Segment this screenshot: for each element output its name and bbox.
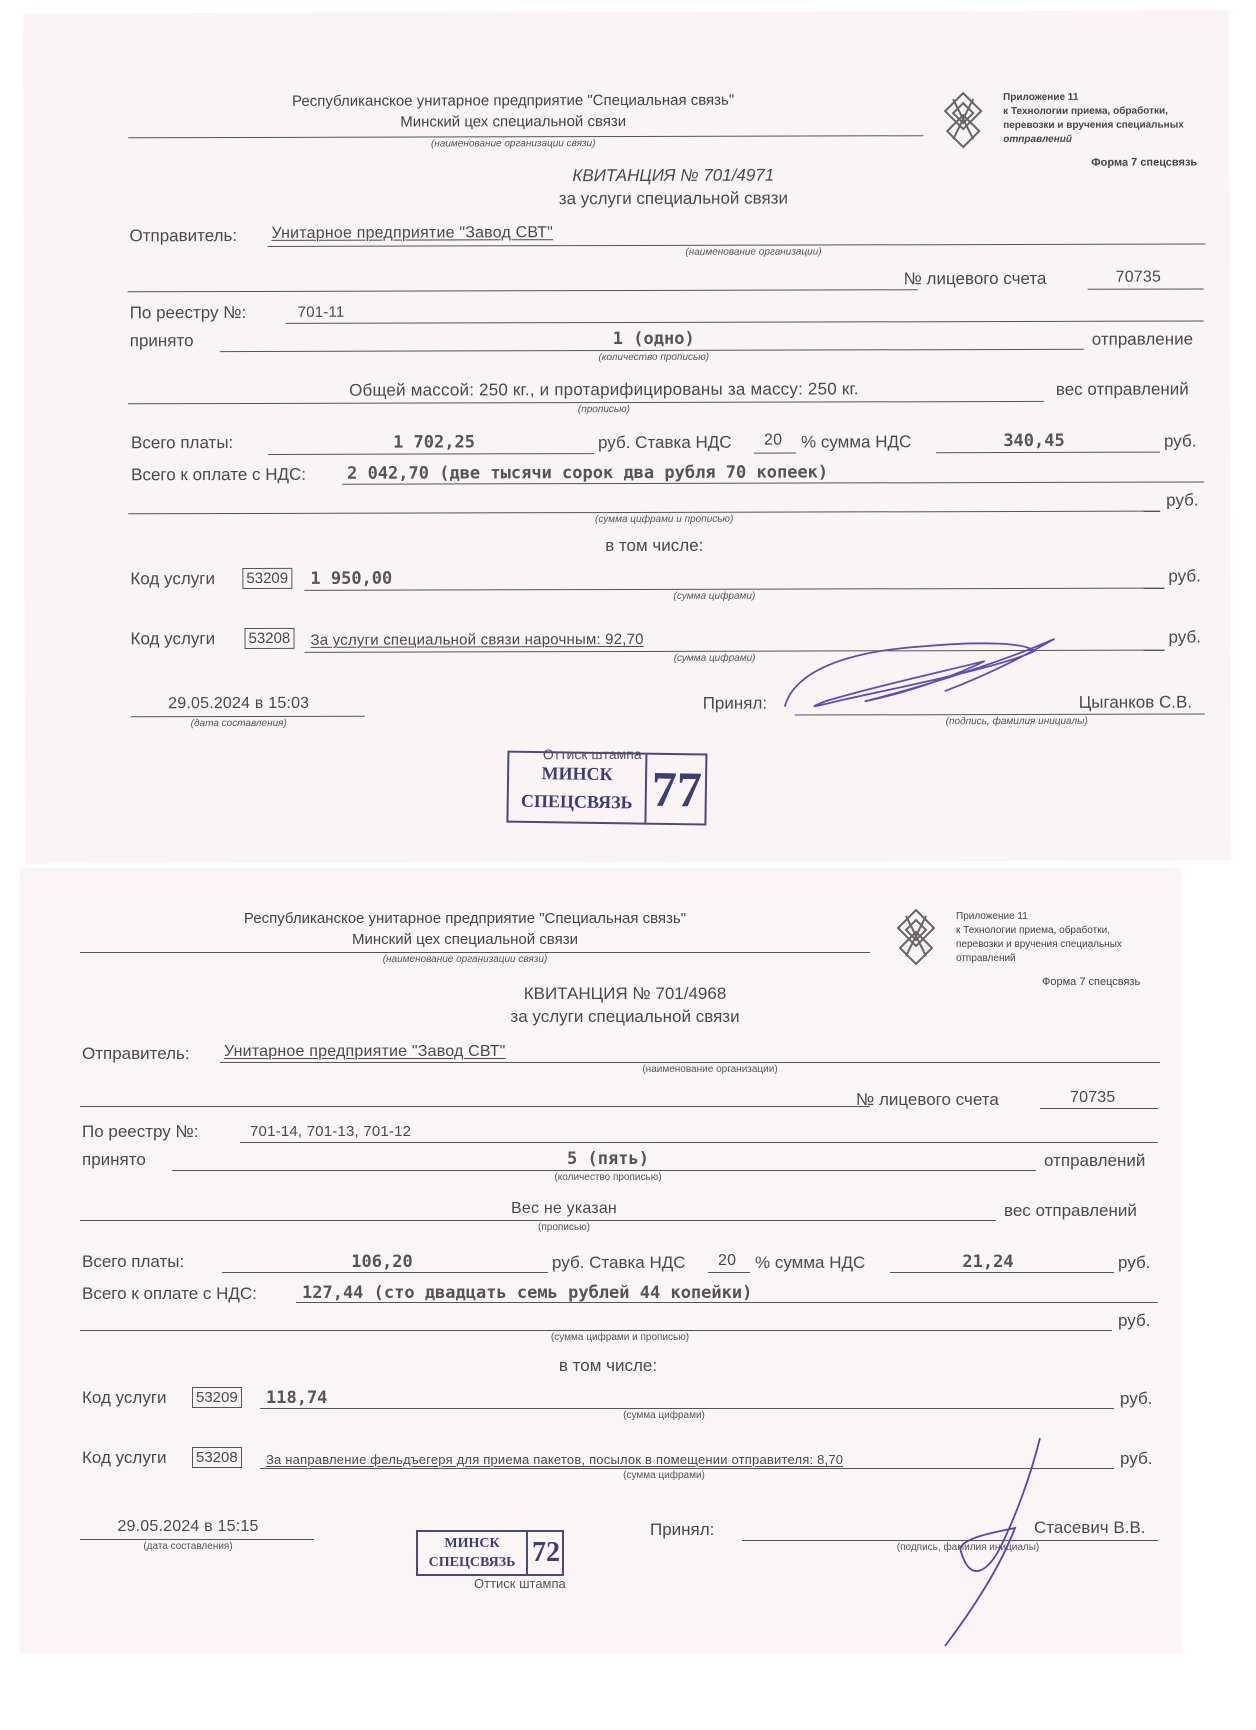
caption: (прописью) [577,403,631,416]
registry-value: 701-14, 701-13, 701-12 [250,1123,412,1140]
service-code-1: 53209 [192,1387,242,1408]
account-label: № лицевого счета [903,268,1047,289]
service-code-label: Код услуги [82,1448,167,1467]
sender-label: Отправитель: [82,1044,190,1063]
total-value: 1 702,25 [393,432,475,453]
rub-label: руб. [1168,627,1201,647]
service-code-label: Код услуги [82,1388,167,1407]
accepted-unit: отправлений [1044,1151,1146,1170]
org-name: Республиканское унитарное предприятие "Специальная связь" [292,91,735,110]
total-vat-label: Всего к оплате с НДС: [82,1284,257,1303]
total-value: 106,20 [351,1252,413,1272]
vat-sum-label: % сумма НДС [755,1253,866,1272]
account-label: № лицевого счета [856,1090,999,1109]
office-stamp: МИНСК СПЕЦСВЯЗЬ 72 [416,1530,564,1576]
caption: (сумма цифрами и прописью) [595,513,734,526]
weight-value: Общей массой: 250 кг., и протарифицированы за массу: 250 кг. [349,379,859,400]
signature [920,1438,1080,1648]
accepted-label: принято [129,331,194,351]
org-subdivision: Минский цех специальной связи [352,931,578,948]
service-code-label: Код услуги [130,569,215,589]
date-value: 29.05.2024 в 15:03 [168,694,310,713]
receipt-2 [20,868,1182,1654]
account-value: 70735 [1115,268,1162,286]
form-number: Форма 7 спецсвязь [1042,976,1141,988]
service-2-sum: За услуги специальной связи нарочным: 92,70 [310,630,644,649]
rub-label: руб. [1118,1253,1151,1272]
weight-label: вес отправлений [1055,379,1189,399]
vat-sum: 340,45 [1003,430,1065,452]
service-code-2: 53208 [192,1447,242,1468]
rub-label: руб. [1163,431,1197,451]
appendix-note: Приложение 11 к Технологии приема, обработки, перевозки и вручения специальных отправлений [956,911,1122,964]
accepted-by-name: Цыганков С.В. [1078,692,1193,712]
accepted-by-label: Принял: [702,693,768,713]
receipt-subtitle: за услуги специальной связи [510,1007,740,1026]
signature [785,631,1085,732]
total-vat-value: 2 042,70 (две тысячи сорок два рубля 70 копеек) [347,462,829,484]
service-code-1: 53209 [242,568,292,589]
stamp-caption: Оттиск штампа [542,745,642,763]
emblem-icon [894,908,938,968]
vat-rate: 20 [763,431,783,449]
rub-label: руб. [1118,1311,1151,1330]
service-1-sum: 118,74 [266,1388,328,1408]
office-stamp: МИНСК СПЕЦСВЯЗЬ 77 [506,751,707,826]
caption: (количество прописью) [598,351,710,364]
form-number: Форма 7 спецсвязь [1091,156,1198,169]
caption: (дата составления) [143,1541,233,1552]
org-name: Республиканское унитарное предприятие "Специальная связь" [243,910,687,927]
receipt-subtitle: за услуги специальной связи [558,188,788,209]
accepted-value: 5 (пять) [567,1149,649,1169]
receipt-title: КВИТАНЦИЯ № 701/4971 [572,165,775,186]
vat-sum: 21,24 [962,1252,1014,1272]
caption: (сумма цифрами) [673,652,756,664]
including-label: в том числе: [605,535,704,556]
caption: (количество прописью) [554,1172,662,1183]
org-subdivision: Минский цех специальной связи [400,113,627,131]
date-value: 29.05.2024 в 15:15 [117,1518,259,1535]
caption: (подпись, фамилия инициалы) [945,715,1088,728]
vat-rate-label: руб. Ставка НДС [597,432,732,453]
sender-value: Унитарное предприятие "Завод СВТ" [271,224,554,242]
registry-value: 701-11 [297,303,345,321]
accepted-by-label: Принял: [650,1520,715,1539]
service-code-2: 53208 [244,628,294,649]
service-code-label: Код услуги [130,629,216,649]
stamp-caption: Оттиск штампа [474,1576,566,1591]
rub-label: руб. [1120,1449,1153,1468]
total-label: Всего платы: [130,433,234,453]
caption: (прописью) [538,1222,590,1233]
vat-rate: 20 [718,1252,737,1269]
caption: (наименование организации связи) [430,138,596,150]
service-1-sum: 1 950,00 [310,568,393,589]
accepted-value: 1 (одно) [612,328,695,350]
rub-label: руб. [1168,566,1201,586]
rub-label: руб. [1166,490,1199,510]
caption: (наименование организации связи) [382,954,548,965]
receipt-title: КВИТАНЦИЯ № 701/4968 [523,984,727,1003]
rub-label: руб. [1120,1389,1153,1408]
caption: (сумма цифрами) [673,590,756,602]
account-value: 70735 [1070,1089,1116,1106]
emblem-icon [941,91,985,151]
registry-label: По реестру №: [82,1122,199,1141]
service-2-sum: За направление фельдъегеря для приема пакетов, посылок в помещении отправителя: 8,70 [266,1452,844,1467]
receipt-1 [23,10,1231,863]
caption: (наименование организации) [642,1064,778,1075]
including-label: в том числе: [558,1356,658,1375]
accepted-label: принято [82,1150,146,1169]
total-label: Всего платы: [82,1252,185,1271]
sender-label: Отправитель: [129,226,238,246]
caption: (сумма цифрами) [623,1410,705,1421]
caption: (дата составления) [190,717,287,730]
registry-label: По реестру №: [129,302,247,323]
caption: (подпись, фамилия инициалы) [896,1542,1040,1553]
vat-rate-label: руб. Ставка НДС [552,1253,686,1272]
total-vat-value: 127,44 (сто двадцать семь рублей 44 копейки) [302,1283,753,1303]
weight-value: Вес не указан [511,1200,617,1217]
total-vat-label: Всего к оплате с НДС: [131,464,307,485]
caption: (сумма цифрами) [623,1470,705,1481]
weight-label: вес отправлений [1004,1201,1137,1220]
vat-sum-label: % сумма НДС [800,432,912,452]
sender-value: Унитарное предприятие "Завод СВТ" [224,1043,506,1060]
caption: (наименование организации) [685,246,822,258]
accepted-unit: отправление [1091,329,1194,349]
appendix-note: Приложение 11 к Технологии приема, обработки, перевозки и вручения специальных отправлений [1003,91,1184,146]
caption: (сумма цифрами и прописью) [550,1332,690,1343]
accepted-by-name: Стасевич В.В. [1034,1518,1146,1537]
